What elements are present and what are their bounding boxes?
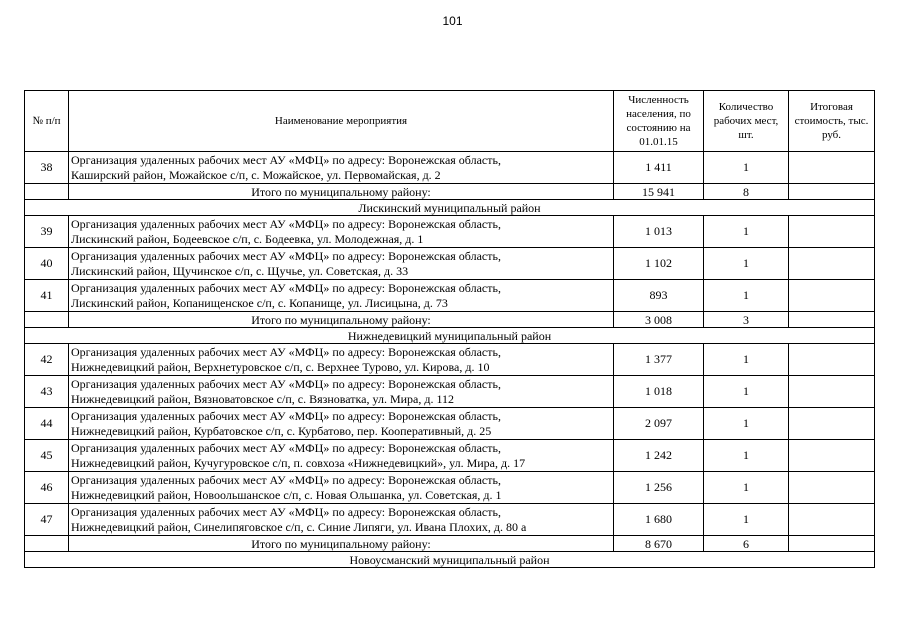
total-population: 15 941: [614, 184, 704, 200]
event-name-line-1: Организация удаленных рабочих мест АУ «МФЦ» по адресу: Воронежская область,: [71, 248, 501, 263]
table-row: [25, 440, 875, 472]
row-number: 44: [25, 408, 69, 440]
table-header-row: [25, 91, 875, 152]
workplaces-cell: 1: [704, 152, 789, 184]
total-row: [25, 536, 875, 552]
event-name-line-1: Организация удаленных рабочих мест АУ «МФЦ» по адресу: Воронежская область,: [71, 440, 501, 455]
event-name-line-1: Организация удаленных рабочих мест АУ «МФЦ» по адресу: Воронежская область,: [71, 280, 501, 295]
header-cost: Итоговая стоимость, тыс. руб.: [789, 91, 875, 152]
event-name-line-2: Нижнедевицкий район, Кучугуровское с/п, п. совхоза «Нижнедевицкий», ул. Мира, д. 17: [71, 455, 526, 470]
event-name: [69, 376, 614, 408]
header-population: Численность населения, по состоянию на 01.01.15: [614, 91, 704, 152]
row-number: 39: [25, 216, 69, 248]
event-name: [69, 152, 614, 184]
total-cost: [789, 536, 875, 552]
events-table: [24, 90, 875, 568]
population-cell: 1 102: [614, 248, 704, 280]
event-name: [69, 248, 614, 280]
total-empty-cell: [25, 536, 69, 552]
event-name: [69, 344, 614, 376]
district-row: [25, 328, 875, 344]
district-name: Лискинский муниципальный район: [25, 200, 875, 216]
table-row: [25, 472, 875, 504]
row-number: 46: [25, 472, 69, 504]
total-cost: [789, 184, 875, 200]
event-name: [69, 280, 614, 312]
district-row: [25, 200, 875, 216]
population-cell: 893: [614, 280, 704, 312]
table-row: [25, 376, 875, 408]
workplaces-cell: 1: [704, 440, 789, 472]
workplaces-cell: 1: [704, 344, 789, 376]
event-name-line-2: Нижнедевицкий район, Вязноватовское с/п, с. Вязноватка, ул. Мира, д. 112: [71, 391, 455, 406]
row-number: 41: [25, 280, 69, 312]
table-row: [25, 344, 875, 376]
cost-cell: [789, 280, 875, 312]
event-name-line-2: Лискинский район, Щучинское с/п, с. Щучье, ул. Советская, д. 33: [71, 263, 409, 278]
total-workplaces: 8: [704, 184, 789, 200]
total-empty-cell: [25, 312, 69, 328]
event-name-line-2: Лискинский район, Копанищенское с/п, с. Копанище, ул. Лисицына, д. 73: [71, 295, 448, 310]
population-cell: 1 018: [614, 376, 704, 408]
population-cell: 1 013: [614, 216, 704, 248]
total-label: Итого по муниципальному району:: [69, 536, 614, 552]
cost-cell: [789, 408, 875, 440]
event-name: [69, 408, 614, 440]
cost-cell: [789, 440, 875, 472]
workplaces-cell: 1: [704, 376, 789, 408]
population-cell: 2 097: [614, 408, 704, 440]
event-name-line-1: Организация удаленных рабочих мест АУ «МФЦ» по адресу: Воронежская область,: [71, 152, 501, 167]
row-number: 38: [25, 152, 69, 184]
event-name: [69, 440, 614, 472]
row-number: 42: [25, 344, 69, 376]
table-row: [25, 248, 875, 280]
event-name-line-2: Лискинский район, Бодеевское с/п, с. Бодеевка, ул. Молодежная, д. 1: [71, 231, 424, 246]
event-name: [69, 472, 614, 504]
row-number: 45: [25, 440, 69, 472]
event-name: [69, 216, 614, 248]
total-empty-cell: [25, 184, 69, 200]
population-cell: 1 256: [614, 472, 704, 504]
event-name-line-1: Организация удаленных рабочих мест АУ «МФЦ» по адресу: Воронежская область,: [71, 376, 501, 391]
workplaces-cell: 1: [704, 408, 789, 440]
total-population: 8 670: [614, 536, 704, 552]
total-population: 3 008: [614, 312, 704, 328]
event-name-line-2: Каширский район, Можайское с/п, с. Можайское, ул. Первомайская, д. 2: [71, 167, 441, 182]
cost-cell: [789, 344, 875, 376]
workplaces-cell: 1: [704, 280, 789, 312]
population-cell: 1 680: [614, 504, 704, 536]
event-name-line-1: Организация удаленных рабочих мест АУ «МФЦ» по адресу: Воронежская область,: [71, 216, 501, 231]
total-row: [25, 312, 875, 328]
event-name: [69, 504, 614, 536]
total-row: [25, 184, 875, 200]
event-name-line-1: Организация удаленных рабочих мест АУ «МФЦ» по адресу: Воронежская область,: [71, 472, 501, 487]
table-row: [25, 408, 875, 440]
total-label: Итого по муниципальному району:: [69, 184, 614, 200]
district-name: Новоусманский муниципальный район: [25, 552, 875, 568]
event-name-line-1: Организация удаленных рабочих мест АУ «МФЦ» по адресу: Воронежская область,: [71, 408, 501, 423]
cost-cell: [789, 216, 875, 248]
district-name: Нижнедевицкий муниципальный район: [25, 328, 875, 344]
table-row: [25, 152, 875, 184]
event-name-line-2: Нижнедевицкий район, Синелипяговское с/п, с. Синие Липяги, ул. Ивана Плохих, д. 80 а: [71, 519, 527, 534]
district-row: [25, 552, 875, 568]
workplaces-cell: 1: [704, 504, 789, 536]
event-name-line-2: Нижнедевицкий район, Верхнетуровское с/п, с. Верхнее Турово, ул. Кирова, д. 10: [71, 359, 490, 374]
row-number: 43: [25, 376, 69, 408]
total-workplaces: 6: [704, 536, 789, 552]
table-row: [25, 216, 875, 248]
workplaces-cell: 1: [704, 248, 789, 280]
header-workplaces: Количество рабочих мест, шт.: [704, 91, 789, 152]
cost-cell: [789, 248, 875, 280]
workplaces-cell: 1: [704, 472, 789, 504]
workplaces-cell: 1: [704, 216, 789, 248]
event-name-line-1: Организация удаленных рабочих мест АУ «МФЦ» по адресу: Воронежская область,: [71, 504, 501, 519]
header-name: Наименование мероприятия: [69, 91, 614, 152]
page-number: 101: [442, 14, 463, 28]
cost-cell: [789, 504, 875, 536]
cost-cell: [789, 152, 875, 184]
cost-cell: [789, 472, 875, 504]
event-name-line-2: Нижнедевицкий район, Новоольшанское с/п, с. Новая Ольшанка, ул. Советская, д. 1: [71, 487, 502, 502]
population-cell: 1 411: [614, 152, 704, 184]
table-row: [25, 504, 875, 536]
event-name-line-1: Организация удаленных рабочих мест АУ «МФЦ» по адресу: Воронежская область,: [71, 344, 501, 359]
population-cell: 1 377: [614, 344, 704, 376]
total-label: Итого по муниципальному району:: [69, 312, 614, 328]
cost-cell: [789, 376, 875, 408]
population-cell: 1 242: [614, 440, 704, 472]
header-num: № п/п: [25, 91, 69, 152]
row-number: 40: [25, 248, 69, 280]
total-workplaces: 3: [704, 312, 789, 328]
row-number: 47: [25, 504, 69, 536]
total-cost: [789, 312, 875, 328]
event-name-line-2: Нижнедевицкий район, Курбатовское с/п, с. Курбатово, пер. Кооперативный, д. 25: [71, 423, 492, 438]
table-row: [25, 280, 875, 312]
